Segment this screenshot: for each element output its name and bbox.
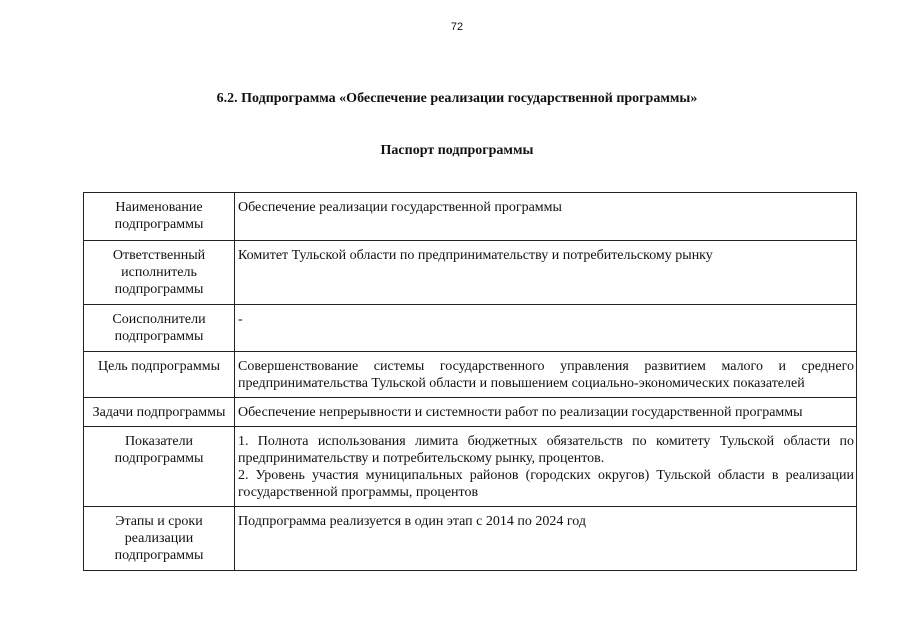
table-row xyxy=(84,398,857,427)
row-value-stages: Подпрограмма реализуется в один этап с 2014 по 2024 год xyxy=(235,507,857,571)
row-label-tasks: Задачи подпрограммы xyxy=(84,398,235,427)
row-value-goal: Совершенствование системы государственного управления развитием малого и среднего предпринимательства Тульской области и повышением социально-экономических показателей xyxy=(235,352,857,398)
row-value-name: Обеспечение реализации государственной программы xyxy=(235,193,857,241)
table-row xyxy=(84,507,857,571)
row-label-name: Наименование подпрограммы xyxy=(84,193,235,241)
passport-table xyxy=(83,192,857,571)
page-number: 72 xyxy=(450,21,464,33)
table-row xyxy=(84,305,857,352)
table-row xyxy=(84,241,857,305)
row-value-tasks: Обеспечение непрерывности и системности работ по реализации государственной программы xyxy=(235,398,857,427)
row-label-coexecutors: Соисполнители подпрограммы xyxy=(84,305,235,352)
row-label-indicators: Показатели подпрограммы xyxy=(84,427,235,507)
row-label-stages: Этапы и сроки реализации подпрограммы xyxy=(84,507,235,571)
section-title: 6.2. Подпрограмма «Обеспечение реализации государственной программы» xyxy=(216,91,698,106)
table-row xyxy=(84,427,857,507)
row-value-responsible: Комитет Тульской области по предпринимательству и потребительскому рынку xyxy=(235,241,857,305)
table-row xyxy=(84,352,857,398)
row-value-coexecutors: - xyxy=(235,305,857,352)
indicator-item: 2. Уровень участия муниципальных районов (городских округов) Тульской области в реализации государственной программы, процентов xyxy=(238,468,854,500)
table-row xyxy=(84,193,857,241)
row-label-responsible: Ответственный исполнитель подпрограммы xyxy=(84,241,235,305)
passport-title: Паспорт подпрограммы xyxy=(380,143,534,158)
row-value-indicators xyxy=(235,427,857,507)
indicator-item: 1. Полнота использования лимита бюджетных обязательств по комитету Тульской области по предпринимательству и потребительскому рынку, процентов. xyxy=(238,434,854,466)
row-label-goal: Цель подпрограммы xyxy=(84,352,235,398)
